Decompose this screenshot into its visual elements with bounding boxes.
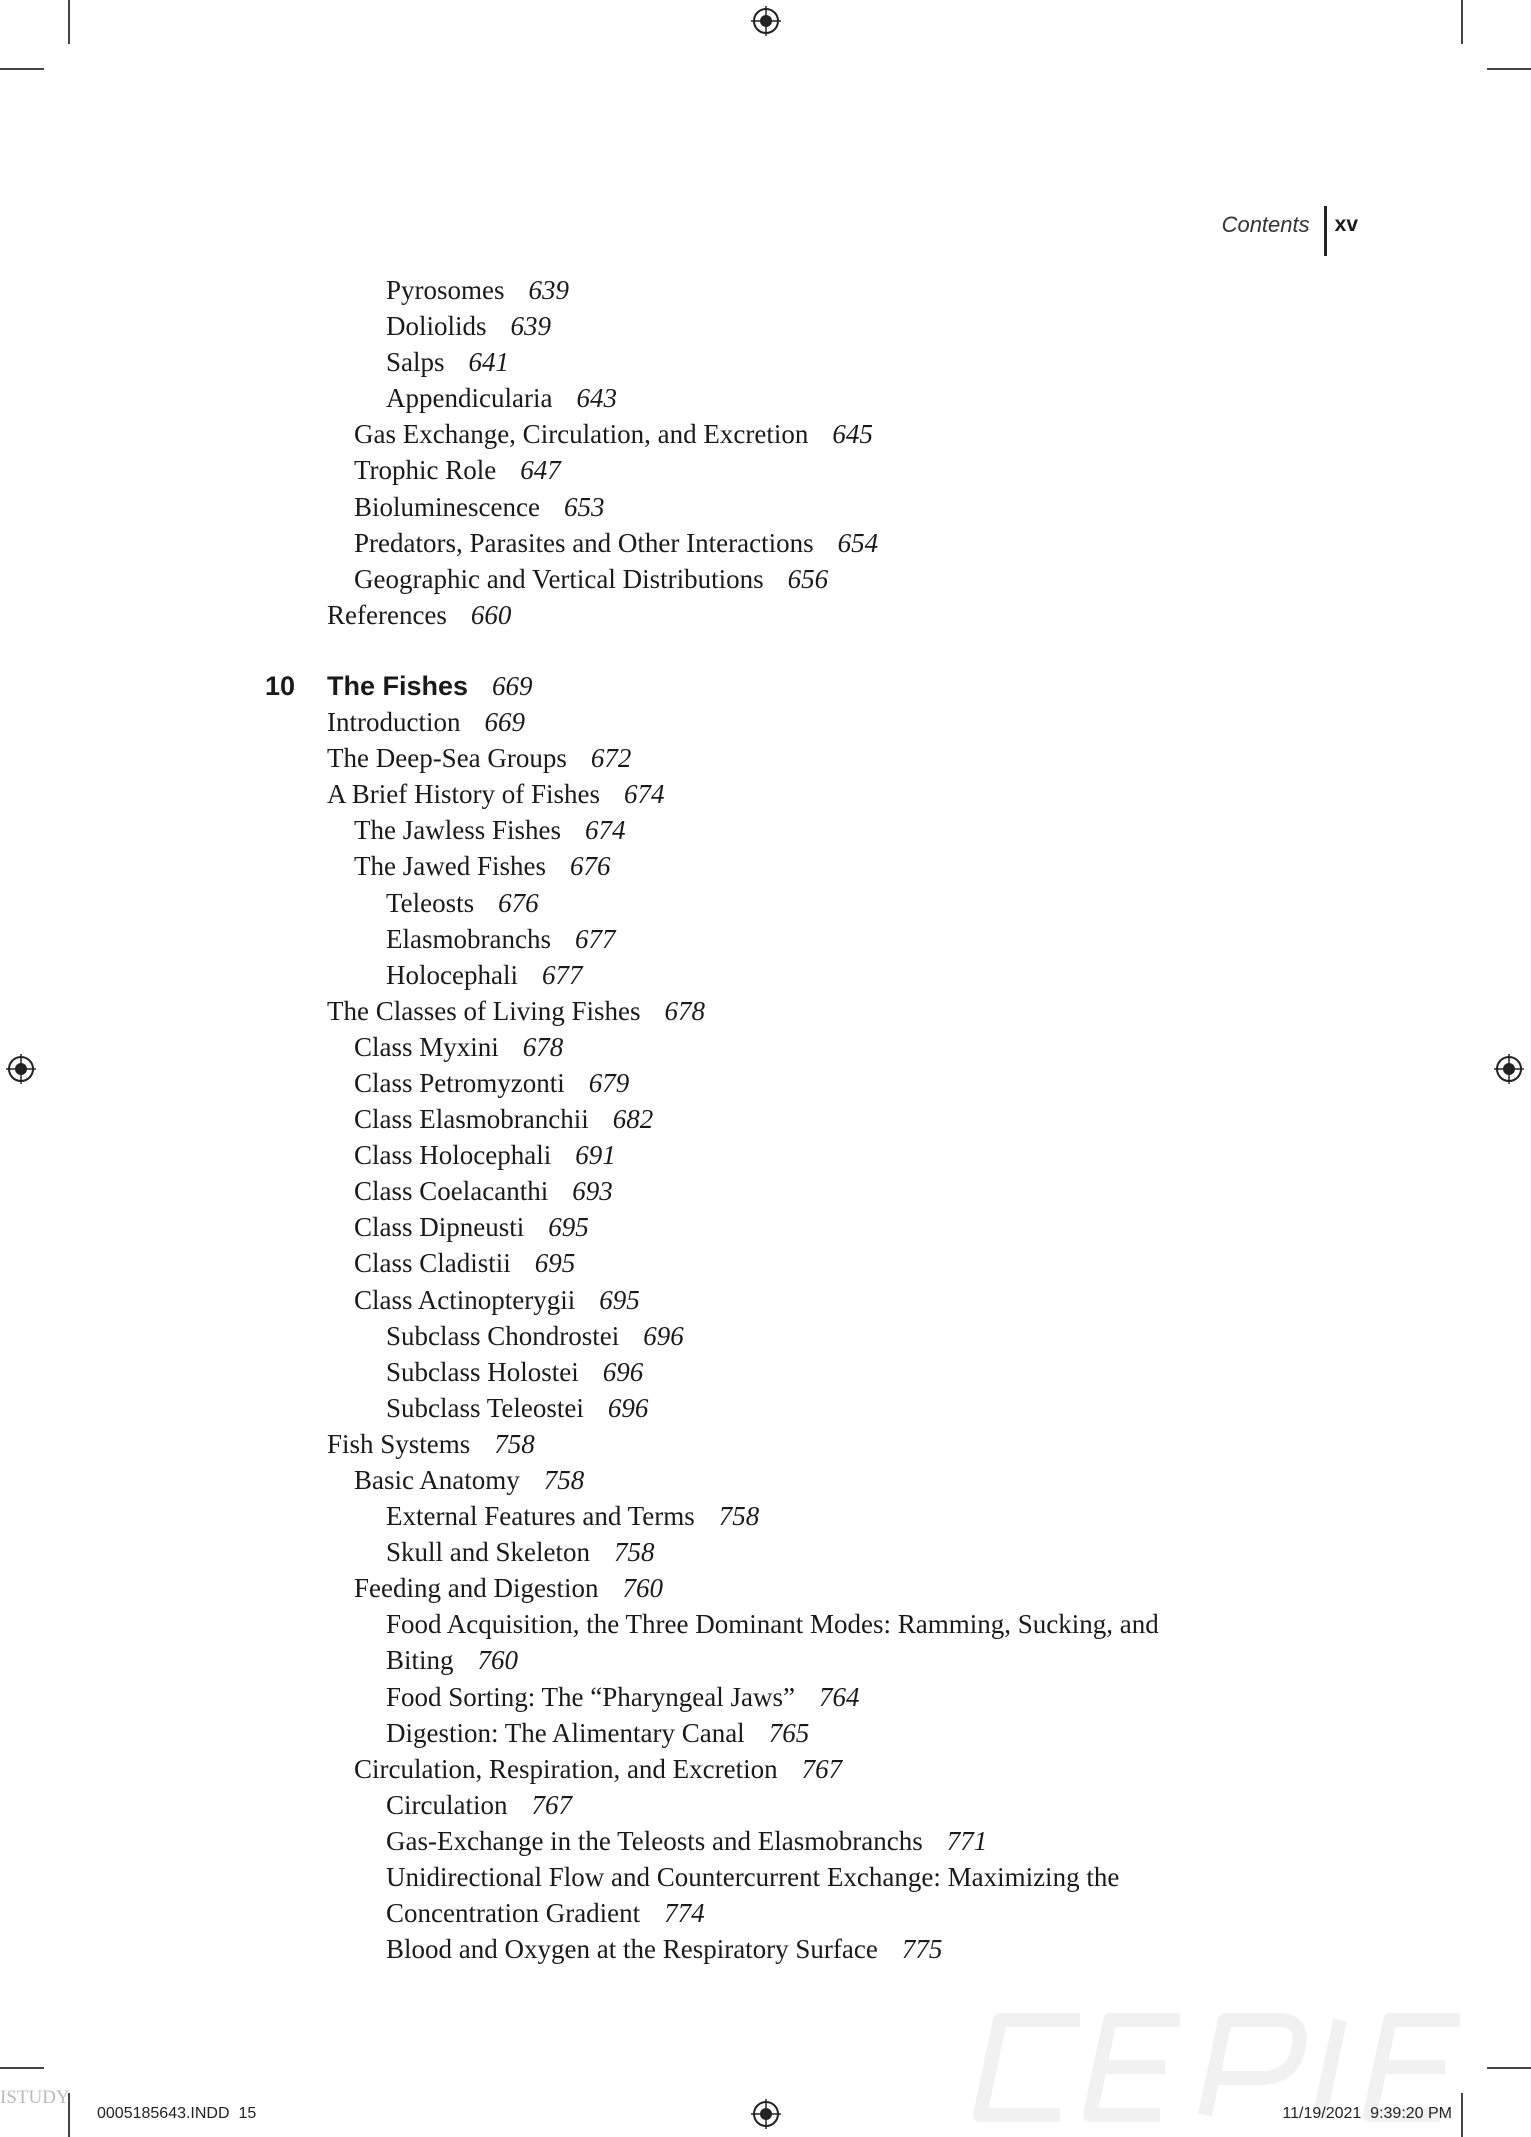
toc-entry [0, 1029, 1531, 1065]
toc-entry [0, 380, 1531, 416]
toc-entry-title: Holocephali [386, 959, 518, 990]
toc-entry [0, 1859, 1186, 1931]
toc-entry [0, 740, 1531, 776]
toc-entry-title: Gas-Exchange in the Teleosts and Elasmobranchs [386, 1825, 923, 1856]
toc-entry-page: 676 [498, 887, 539, 918]
toc-entry-page: 647 [520, 455, 561, 486]
toc-entry [0, 1498, 1531, 1534]
crop-mark [1461, 0, 1463, 44]
toc-entry-page: 678 [522, 1031, 564, 1062]
toc-entry [0, 525, 1531, 561]
toc-entry [0, 1390, 1531, 1426]
toc-entry-page: 760 [622, 1573, 663, 1604]
toc-entry [0, 1137, 1531, 1173]
toc-entry-title: The Jawed Fishes [354, 851, 546, 882]
toc-entry-page: 641 [468, 347, 510, 378]
toc-entry-page: 677 [541, 959, 583, 990]
toc-entry-title: Circulation, Respiration, and Excretion [354, 1753, 778, 1784]
watermark-text: ISTUDY [0, 2087, 70, 2108]
toc-entry [0, 561, 1531, 597]
toc-entry-page: 653 [563, 491, 605, 522]
toc-entry [0, 921, 1531, 957]
toc-entry-title: Class Coelacanthi [354, 1176, 549, 1207]
toc-entry-title: Fish Systems [327, 1428, 471, 1459]
toc-entry-page: 674 [624, 779, 665, 810]
toc-entry [0, 957, 1531, 993]
toc-entry [0, 452, 1531, 488]
toc-entry-title: Gas Exchange, Circulation, and Excretion [354, 419, 809, 450]
footer-file-name: 0005185643.INDD [97, 2105, 230, 2122]
toc-entry-page: 676 [569, 851, 611, 882]
toc-entry-page: 695 [599, 1284, 640, 1315]
chapter-heading [0, 668, 1531, 704]
toc-entry-page: 674 [584, 815, 626, 846]
toc-entry-page: 767 [531, 1789, 572, 1820]
toc-entry-page: 758 [543, 1465, 585, 1495]
toc-entry [0, 1209, 1531, 1245]
toc-entry [0, 1245, 1531, 1281]
toc-entry [0, 1715, 1531, 1751]
running-head [1222, 206, 1358, 256]
toc-entry [0, 993, 1531, 1029]
toc-entry [0, 344, 1531, 380]
running-head-section: Contents [1221, 212, 1310, 237]
toc-entry-page: 654 [837, 527, 879, 558]
toc-entry-title: Basic Anatomy [354, 1465, 520, 1495]
toc-entry-title: Digestion: The Alimentary Canal [386, 1717, 745, 1748]
toc-entry [0, 489, 1531, 525]
toc-entry [0, 272, 1531, 308]
toc-entry-page: 765 [768, 1717, 810, 1748]
toc-entry-title: Blood and Oxygen at the Respiratory Surface [386, 1934, 878, 1965]
toc-entry-page: 760 [477, 1645, 519, 1676]
toc-entry [0, 1354, 1531, 1390]
toc-entry-title: Class Myxini [354, 1031, 499, 1062]
toc-entry-page: 695 [534, 1248, 576, 1279]
toc-entry-title: The Deep-Sea Groups [327, 743, 567, 774]
toc-entry-title: Skull and Skeleton [386, 1537, 590, 1568]
toc-entry-page: 639 [528, 275, 570, 305]
toc-entry-title: Class Holocephali [354, 1140, 552, 1171]
toc-entry [0, 1787, 1531, 1823]
toc-entry-page: 660 [470, 599, 512, 630]
toc-entry-page: 696 [643, 1320, 684, 1351]
toc-entry [0, 416, 1531, 452]
toc-entry [0, 1462, 1531, 1498]
toc-entry-title: Subclass Chondrostei [386, 1320, 620, 1351]
crop-mark [1487, 68, 1531, 70]
toc-entry-page: 693 [572, 1176, 613, 1207]
toc-entry-title: Class Petromyzonti [354, 1067, 565, 1098]
toc-entry-page: 682 [612, 1104, 654, 1135]
toc-entry-page: 758 [494, 1428, 535, 1459]
toc-entry-page: 696 [602, 1356, 644, 1387]
crop-mark [68, 0, 70, 44]
toc-entry-title: Salps [386, 347, 445, 378]
toc-entry-title: Doliolids [386, 311, 487, 342]
toc-entry-title: Subclass Teleostei [386, 1392, 584, 1423]
toc-entry-page: 758 [718, 1501, 760, 1532]
toc-entry-title: Class Cladistii [354, 1248, 511, 1279]
toc-entry-title: Trophic Role [354, 455, 497, 486]
toc-entry-page: 775 [901, 1934, 943, 1965]
toc-entry-page: 678 [664, 995, 705, 1026]
toc-entry [0, 1534, 1531, 1570]
toc-entry-title: Pyrosomes [386, 275, 505, 305]
toc-entry-title: The Jawless Fishes [354, 815, 561, 846]
toc-entry-page: 669 [484, 707, 525, 738]
crop-mark [0, 2067, 44, 2069]
toc-entry-title: Class Dipneusti [354, 1212, 525, 1243]
toc-entry-page: 643 [576, 383, 617, 414]
toc-entry-title: Class Elasmobranchii [354, 1104, 589, 1135]
toc-entry-title: Subclass Holostei [386, 1356, 579, 1387]
toc-entry [0, 848, 1531, 884]
toc-entry [0, 885, 1531, 921]
toc-entry [0, 1065, 1531, 1101]
crop-mark [0, 68, 44, 70]
toc-entry [0, 1931, 1531, 1967]
footer-file-info [97, 2105, 256, 2123]
toc-entry-title: Class Actinopterygii [354, 1284, 576, 1315]
footer-file-page: 15 [238, 2105, 257, 2122]
chapter-title: The Fishes [327, 670, 469, 701]
toc-entry [0, 1823, 1531, 1859]
toc-entry-page: 758 [614, 1537, 655, 1568]
toc-entry-title: Food Sorting: The “Pharyngeal Jaws” [386, 1681, 795, 1712]
toc-entry [0, 812, 1531, 848]
toc-entry-page: 656 [787, 563, 829, 594]
toc-entry [0, 308, 1531, 344]
toc-entry-title: Unidirectional Flow and Countercurrent Exchange: Maximizing the Concentration Gradient [386, 1862, 1120, 1929]
toc-entry-title: Geographic and Vertical Distributions [354, 563, 764, 594]
toc-entry-title: References [327, 599, 447, 630]
toc-entry [0, 1101, 1531, 1137]
toc-entry-page: 695 [548, 1212, 589, 1243]
toc-entry-title: External Features and Terms [386, 1501, 695, 1532]
toc-entry-title: Teleosts [386, 887, 475, 918]
toc-entry [0, 1282, 1531, 1318]
toc-entry [0, 776, 1531, 812]
toc-entry-page: 679 [588, 1067, 630, 1098]
toc-entry-title: Appendicularia [386, 383, 553, 414]
toc-entry-page: 677 [574, 923, 616, 954]
footer-timestamp [1282, 2105, 1452, 2123]
toc-entry-page: 696 [607, 1392, 649, 1423]
toc-entry [0, 1751, 1531, 1787]
toc-entry-page: 771 [946, 1825, 988, 1856]
toc-entry-page: 774 [664, 1898, 705, 1929]
toc-entry-title: Introduction [327, 707, 461, 738]
running-head-divider [1324, 206, 1327, 256]
toc-entry-title: Circulation [386, 1789, 508, 1820]
toc-entry-title: Food Acquisition, the Three Dominant Modes: Ramming, Sucking, and Biting [386, 1609, 1159, 1676]
toc-entry [0, 1426, 1531, 1462]
toc-entry [0, 597, 1531, 633]
toc-entry [0, 1679, 1531, 1715]
toc-entry [0, 1606, 1186, 1678]
toc-entry-page: 672 [590, 743, 632, 774]
toc-entry [0, 1318, 1531, 1354]
footer-date: 11/19/2021 [1282, 2105, 1362, 2122]
toc-entry-page: 764 [818, 1681, 860, 1712]
toc-entry-page: 767 [801, 1753, 843, 1784]
toc-entry-page: 639 [510, 311, 552, 342]
toc-entry-title: Bioluminescence [354, 491, 540, 522]
running-head-page-number: xv [1334, 213, 1358, 236]
toc-entry [0, 704, 1531, 740]
registration-mark-icon [751, 6, 781, 36]
toc-entry-title: A Brief History of Fishes [327, 779, 600, 810]
toc-entry-page: 645 [832, 419, 873, 450]
footer-time: 9:39:20 PM [1370, 2105, 1452, 2122]
toc-entry-page: 691 [575, 1140, 616, 1171]
registration-mark-icon [751, 2099, 781, 2129]
toc-entry-title: Elasmobranchs [386, 923, 551, 954]
toc-entry-title: The Classes of Living Fishes [327, 995, 641, 1026]
toc-entry-title: Predators, Parasites and Other Interactions [354, 527, 814, 558]
table-of-contents [0, 272, 1531, 1967]
toc-entry-page: 669 [492, 670, 533, 701]
toc-entry [0, 1173, 1531, 1209]
toc-entry-title: Feeding and Digestion [354, 1573, 599, 1604]
chapter-number: 10 [265, 670, 296, 701]
toc-entry [0, 1570, 1531, 1606]
